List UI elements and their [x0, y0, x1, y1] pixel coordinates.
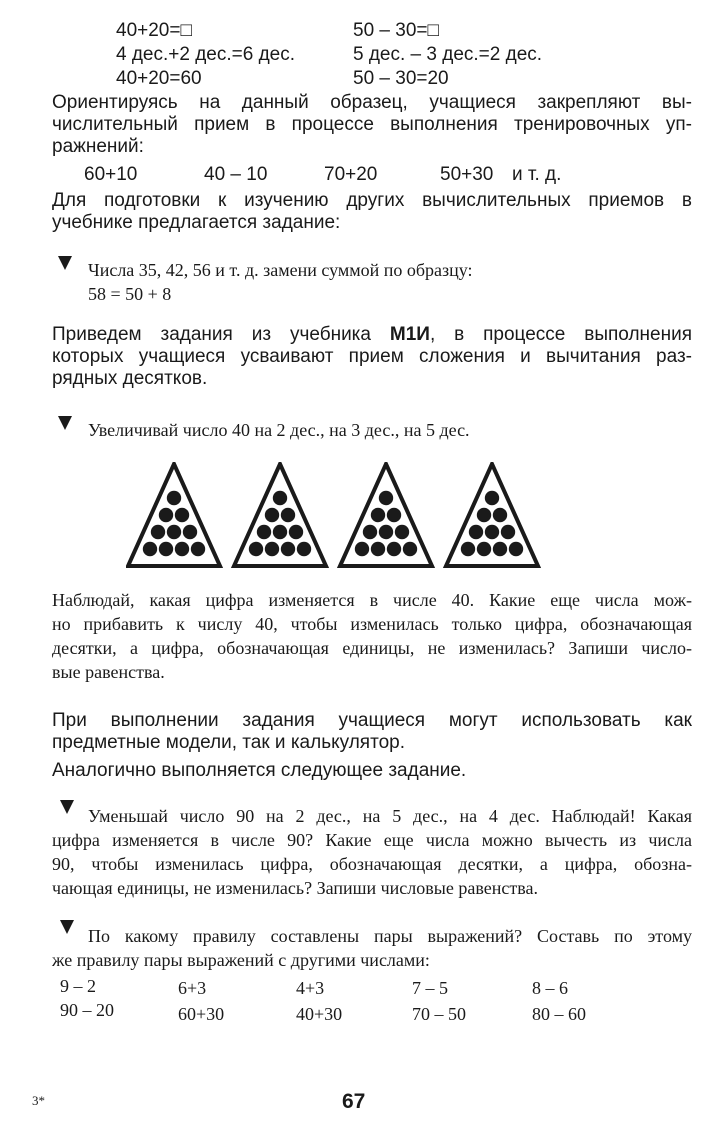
triangle-outline — [446, 464, 538, 566]
example-row1-left: 40+20=□ — [116, 20, 192, 41]
textbook-code: М1И — [389, 324, 430, 345]
dot — [485, 491, 499, 505]
paragraph-4 — [52, 710, 692, 754]
paragraph-line: Для подготовки к изучению других вычислительных приемов в — [52, 190, 692, 211]
dot — [151, 525, 165, 539]
dot — [387, 542, 401, 556]
dot — [257, 525, 271, 539]
paragraph-line: предметные модели, так и калькулятор. — [52, 732, 405, 753]
pair-bottom-3: 40+30 — [296, 1004, 343, 1024]
dot — [265, 542, 279, 556]
dot — [143, 542, 157, 556]
example-row3-left: 40+20=60 — [116, 68, 202, 89]
dot — [355, 542, 369, 556]
dot — [371, 542, 385, 556]
dot — [363, 525, 377, 539]
dot — [289, 525, 303, 539]
dot — [469, 525, 483, 539]
text-span: Приведем задания из учебника — [52, 324, 371, 345]
dot — [379, 525, 393, 539]
pair-bottom-5: 80 – 60 — [532, 1004, 586, 1024]
paragraph-line: десятки, а цифра, обозначающая единицы, не изменилась? Запиши число- — [52, 638, 692, 658]
dot — [273, 525, 287, 539]
dot — [403, 542, 417, 556]
pair-bottom-4: 70 – 50 — [412, 1004, 466, 1024]
task2-line1: Увеличивай число 40 на 2 дес., на 3 дес., на 5 дес. — [88, 420, 470, 440]
page-number: 67 — [342, 1090, 366, 1113]
dot — [167, 491, 181, 505]
dot — [371, 508, 385, 522]
pair-top-5: 8 – 6 — [532, 978, 568, 998]
pair-bottom-1: 90 – 20 — [60, 1000, 114, 1020]
triangle-outline — [128, 464, 220, 566]
signature-mark: 3* — [32, 1093, 45, 1108]
dot — [509, 542, 523, 556]
exercise-etc: и т. д. — [512, 164, 562, 185]
dot — [501, 525, 515, 539]
paragraph-line: ражнений: — [52, 136, 144, 157]
pair-top-4: 7 – 5 — [412, 978, 448, 998]
dot — [485, 525, 499, 539]
dot — [281, 542, 295, 556]
dot — [477, 542, 491, 556]
paragraph-line: При выполнении задания учащиеся могут использовать как — [52, 710, 692, 731]
dot-triangles-figure — [126, 462, 546, 572]
paragraph-line: же правилу пары выражений с другими числами: — [52, 950, 430, 970]
dot — [493, 542, 507, 556]
pair-top-3: 4+3 — [296, 978, 325, 998]
dot — [159, 542, 173, 556]
triangle-outline — [234, 464, 326, 566]
dot — [265, 508, 279, 522]
task-marker-icon — [58, 416, 72, 430]
paragraph-line: Ориентируясь на данный образец, учащиеся закрепляют вы- — [52, 92, 692, 113]
paragraph-line — [52, 324, 692, 346]
task1-line2: 58 = 50 + 8 — [88, 284, 172, 304]
example-row3-right: 50 – 30=20 — [353, 68, 449, 89]
exercise-4: 50+30 — [440, 164, 494, 185]
paragraph-line: рядных десятков. — [52, 368, 208, 389]
paragraph-line: 90, чтобы изменилась цифра, обозначающая десятки, а цифра, обозна- — [52, 854, 692, 874]
paragraph-line: вые равенства. — [52, 662, 165, 682]
dot — [175, 542, 189, 556]
paragraph-line: По какому правилу составлены пары выражений? Составь по этому — [88, 926, 692, 946]
paragraph-line: которых учащиеся усваивают прием сложения и вычитания раз- — [52, 346, 692, 367]
paragraph-2 — [52, 190, 692, 234]
task1-line1: Числа 35, 42, 56 и т. д. замени суммой по образцу: — [88, 260, 473, 280]
dot — [191, 542, 205, 556]
exercise-3: 70+20 — [324, 164, 378, 185]
dot — [395, 525, 409, 539]
paragraph-line: чающая единицы, не изменилась? Запиши числовые равенства. — [52, 878, 538, 898]
paragraph-line: учебнике предлагается задание: — [52, 212, 341, 233]
dot — [159, 508, 173, 522]
dot — [167, 525, 181, 539]
dot — [273, 491, 287, 505]
exercise-1: 60+10 — [84, 164, 138, 185]
dot — [461, 542, 475, 556]
paragraph-line: Уменьшай число 90 на 2 дес., на 5 дес., на 4 дес. Наблюдай! Какая — [88, 806, 692, 826]
pair-top-2: 6+3 — [178, 978, 207, 998]
task-marker-icon — [58, 256, 72, 270]
paragraph-line: цифра изменяется в числе 90? Какие еще числа можно вычесть из числа — [52, 830, 692, 850]
dot — [477, 508, 491, 522]
dot — [387, 508, 401, 522]
paragraph-line: числительный прием в процессе выполнения тренировочных уп- — [52, 114, 692, 135]
paragraph-line: Наблюдай, какая цифра изменяется в числе 40. Какие еще числа мож- — [52, 590, 692, 610]
task3-text — [52, 804, 692, 900]
paragraph-5: Аналогично выполняется следующее задание. — [52, 760, 467, 781]
triangle-outline — [340, 464, 432, 566]
dot — [175, 508, 189, 522]
pair-bottom-2: 60+30 — [178, 1004, 225, 1024]
pair-top-1: 9 – 2 — [60, 976, 96, 996]
example-row2-right: 5 дес. – 3 дес.=2 дес. — [353, 44, 543, 65]
paragraph-3 — [52, 324, 692, 390]
dot — [183, 525, 197, 539]
text-span: , в процессе выполнения — [429, 324, 692, 345]
paragraph-1 — [52, 92, 692, 158]
task2-text — [52, 588, 692, 684]
paragraph-line: но прибавить к числу 40, чтобы изменилась только цифра, обозначающая — [52, 614, 692, 634]
dot — [281, 508, 295, 522]
dot — [249, 542, 263, 556]
task4-text — [52, 924, 692, 972]
example-row2-left: 4 дес.+2 дес.=6 дес. — [116, 44, 296, 65]
exercise-2: 40 – 10 — [204, 164, 268, 185]
example-row1-right: 50 – 30=□ — [353, 20, 439, 41]
dot — [493, 508, 507, 522]
dot — [379, 491, 393, 505]
dot — [297, 542, 311, 556]
